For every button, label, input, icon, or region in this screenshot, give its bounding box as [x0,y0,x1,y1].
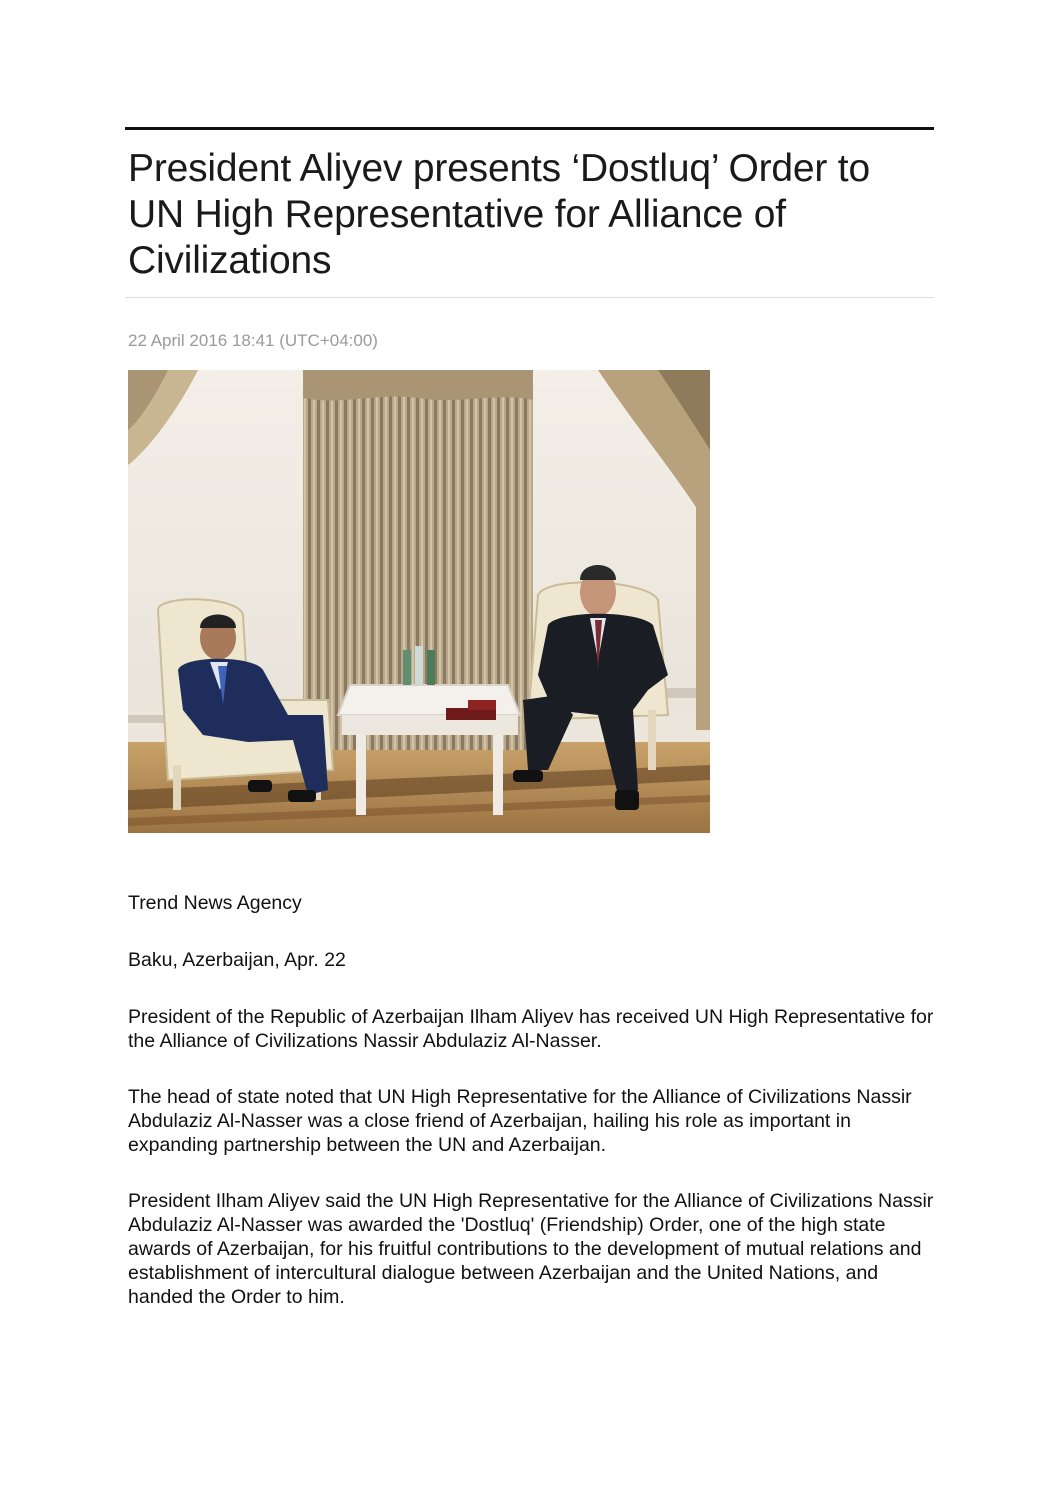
article-paragraph: President of the Republic of Azerbaijan Ilham Aliyev has received UN High Representative for the Alliance of Civilizations Nassir Abdulaziz Al-Nasser. [128,1006,934,1052]
article-title: President Aliyev presents ‘Dostluq’ Order to UN High Representative for Alliance of Civilizations [128,147,870,282]
article-paragraph: President Ilham Aliyev said the UN High Representative for the Alliance of Civilizations Nassir Abdulaziz Al-Nasser was awarded the 'Dostluq' (Friendship) Order, one of the high state awards of Azerbaijan, for his fruitful contributions to the development of mutual relations and establishment of intercultural dialogue between Azerbaijan and the United Nations, and handed the Order to him. [128,1190,934,1308]
article-dateline-location: Baku, Azerbaijan, Apr. 22 [128,949,346,971]
article-paragraph: The head of state noted that UN High Representative for the Alliance of Civilizations Nassir Abdulaziz Al-Nasser was a close friend of Azerbaijan, hailing his role as important in expanding partnership between the UN and Azerbaijan. [128,1086,912,1156]
article-date: 22 April 2016 18:41 (UTC+04:00) [128,331,378,350]
article-source: Trend News Agency [128,892,302,914]
title-divider [125,297,934,298]
article-photo [128,370,710,833]
top-divider [125,127,934,130]
